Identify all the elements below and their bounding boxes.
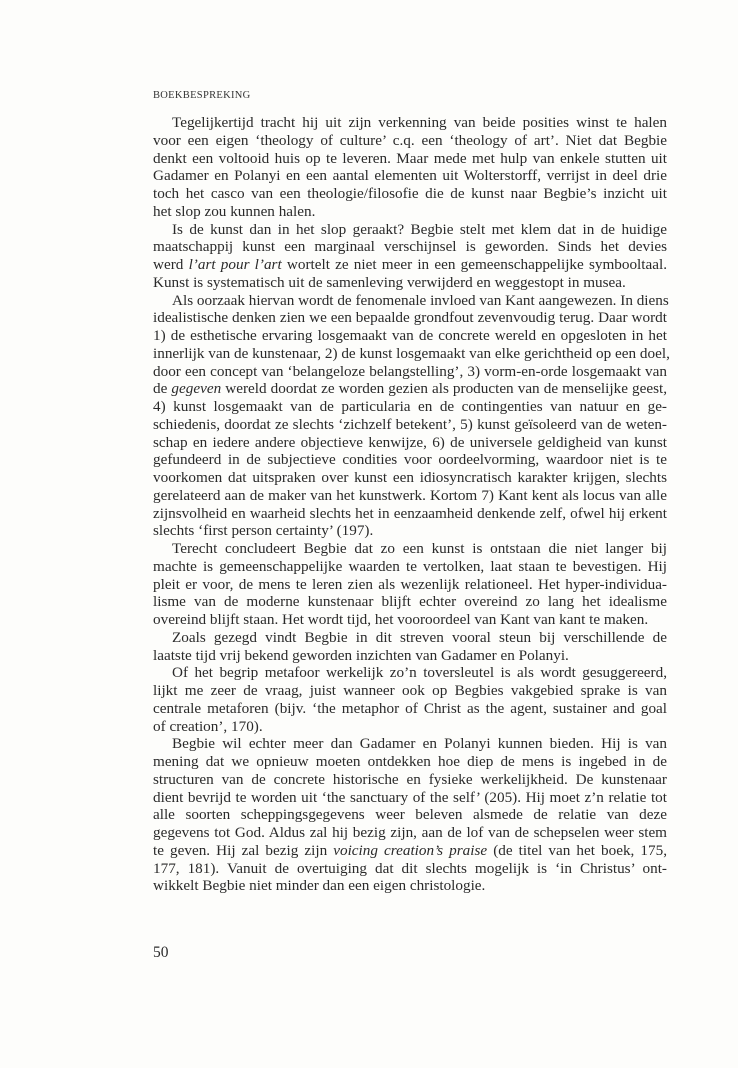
italic-text: l’art pour l’art xyxy=(188,256,282,273)
paragraph xyxy=(153,221,667,292)
text-line: innerlijk van de kunstenaar, 2) de kunst losgemaakt van elke gerichtheid op een doel, xyxy=(153,344,670,362)
page-number: 50 xyxy=(153,944,169,961)
text-line: Terecht concludeert Begbie dat zo een kunst is ontstaan die niet langer bij xyxy=(172,540,667,557)
paragraph xyxy=(153,291,670,541)
text-line: centrale metaforen (bijv. ‘the metaphor of Christ as the agent, sustainer and goal xyxy=(153,699,667,717)
text-line: laatste tijd vrij bekend geworden inzichten van Gadamer en Polanyi. xyxy=(153,646,569,664)
article-body xyxy=(153,114,670,895)
text-line: mening dat we opnieuw moeten ontdekken hoe diep de mens is ingebed in de xyxy=(153,753,667,770)
text-line: gerelateerd aan de maker van het kunstwerk. Kortom 7) Kant kent als locus van alle xyxy=(153,486,667,504)
italic-text: voicing creation’s praise xyxy=(333,841,488,859)
paragraph xyxy=(153,114,667,221)
running-header: BOEKBESPREKING xyxy=(153,90,251,101)
text-line: Of het begrip metafoor werkelijk zo’n toversleutel is als wordt gesuggereerd, xyxy=(172,664,667,682)
text-line: alle soorten scheppingsgegevens weer beleven alsmede de relatie van deze xyxy=(153,806,667,824)
italic-text: gegeven xyxy=(171,380,222,398)
text-line: Als oorzaak hiervan wordt de fenomenale invloed van Kant aangewezen. In diens xyxy=(172,291,669,309)
text-line: Begbie wil echter meer dan Gadamer en Polanyi kunnen bieden. Hij is van xyxy=(172,735,667,753)
paragraph xyxy=(153,540,667,629)
text-line xyxy=(153,256,667,274)
text-line: zijnsvolheid en waarheid slechts het in eenzaamheid denkende zelf, ofwel hij erkent xyxy=(153,504,667,522)
text-line: 1) de esthetische ervaring losgemaakt van de concrete wereld en opgesloten in het xyxy=(153,327,667,344)
text-line: Kunst is systematisch uit de samenleving verwijderd en weggestopt in musea. xyxy=(153,273,626,291)
text-line: of creation’, 170). xyxy=(153,717,263,735)
text-line: gefundeerd in de subjectieve condities voor oordeelvorming, waardoor niet is te xyxy=(153,451,667,469)
paragraph xyxy=(153,664,667,735)
text-segment: werd xyxy=(153,256,189,273)
text-line: dient bevrijd te worden uit ‘the sanctuary of the self’ (205). Hij moet z’n relatie tot xyxy=(153,788,667,806)
text-segment: (de titel van het boek, 175, xyxy=(487,841,667,859)
text-line: voorkomen dat uitspraken over kunst een idiosyncratisch karakter krijgen, slechts xyxy=(153,469,667,486)
text-line: denkt een voltooid huis op te leveren. Maar mede met hulp van enkele stutten uit xyxy=(153,149,667,167)
text-line: pleit er voor, de mens te leren zien als wezenlijk relationeel. Het hyper-individua- xyxy=(153,575,667,593)
text-line: 177, 181). Vanuit de overtuiging dat dit slechts mogelijk is ‘in Christus’ ont- xyxy=(153,859,667,877)
paragraph xyxy=(153,735,667,895)
text-line: voor een eigen ‘theology of culture’ c.q. een ‘theology of art’. Niet dat Begbie xyxy=(153,131,667,149)
text-line: Tegelijkertijd tracht hij uit zijn verkenning van beide posities winst te halen xyxy=(172,114,667,131)
text-line: schap en iedere andere objectieve kenwijze, 6) de universele geldigheid van kunst xyxy=(153,433,667,451)
text-line: gegevens tot God. Aldus zal hij bezig zijn, aan de lof van de schepselen weer stem xyxy=(153,824,667,841)
text-line: Zoals gezegd vindt Begbie in dit streven vooral steun bij verschillende de xyxy=(172,628,667,646)
text-line: maatschappij kunst een marginaal verschijnsel is geworden. Sinds het devies xyxy=(153,238,667,256)
paragraph xyxy=(153,629,667,665)
text-line: structuren van de concrete historische en fysieke werkelijkheid. De kunstenaar xyxy=(153,770,667,788)
text-line: lijkt me zeer de vraag, juist wanneer ook op Begbies vakgebied sprake is van xyxy=(153,682,667,699)
text-segment: wortelt ze niet meer in een gemeenschappelijke symbooltaal. xyxy=(281,256,667,273)
text-line: Is de kunst dan in het slop geraakt? Begbie stelt met klem dat in de huidige xyxy=(172,220,667,238)
text-line: het slop zou kunnen halen. xyxy=(153,202,316,220)
text-line xyxy=(153,380,667,398)
text-line: overeind blijft staan. Het wordt tijd, het vooroordeel van Kant van kant te maken. xyxy=(153,611,649,628)
text-line: 4) kunst losgemaakt van de particularia en de contingenties van natuur en ge- xyxy=(153,398,667,415)
text-line: idealistische denken zien we een bepaalde grondfout zevenvoudig terug. Daar wordt xyxy=(153,309,667,327)
text-line: Gadamer en Polanyi en een aantal elementen uit Wolterstorff, verrijst in deel drie xyxy=(153,167,667,185)
text-segment: te geven. Hij zal bezig zijn xyxy=(153,841,334,859)
text-line: lisme van de moderne kunstenaar blijft echter overeind zo lang het idealisme xyxy=(153,593,667,611)
text-line: slechts ‘first person certainty’ (197). xyxy=(153,522,374,540)
text-segment: wereld doordat ze worden gezien als producten van de menselijke geest, xyxy=(221,380,668,398)
text-segment: de xyxy=(153,380,172,398)
text-line: schiedenis, doordat ze slechts ‘zichzelf betekent’, 5) kunst geïsoleerd van de weten- xyxy=(153,415,667,433)
text-line: machte is gemeenschappelijke waarden te vertolken, laat staan te bevestigen. Hij xyxy=(153,557,667,575)
text-line xyxy=(153,842,667,860)
text-line: toch het casco van een theologie/filosofie die de kunst naar Begbie’s inzicht uit xyxy=(153,185,667,202)
text-line: wikkelt Begbie niet minder dan een eigen christologie. xyxy=(153,877,486,895)
text-line: door een concept van ‘belangeloze belangstelling’, 3) vorm-en-orde losgemaakt van xyxy=(153,362,667,380)
